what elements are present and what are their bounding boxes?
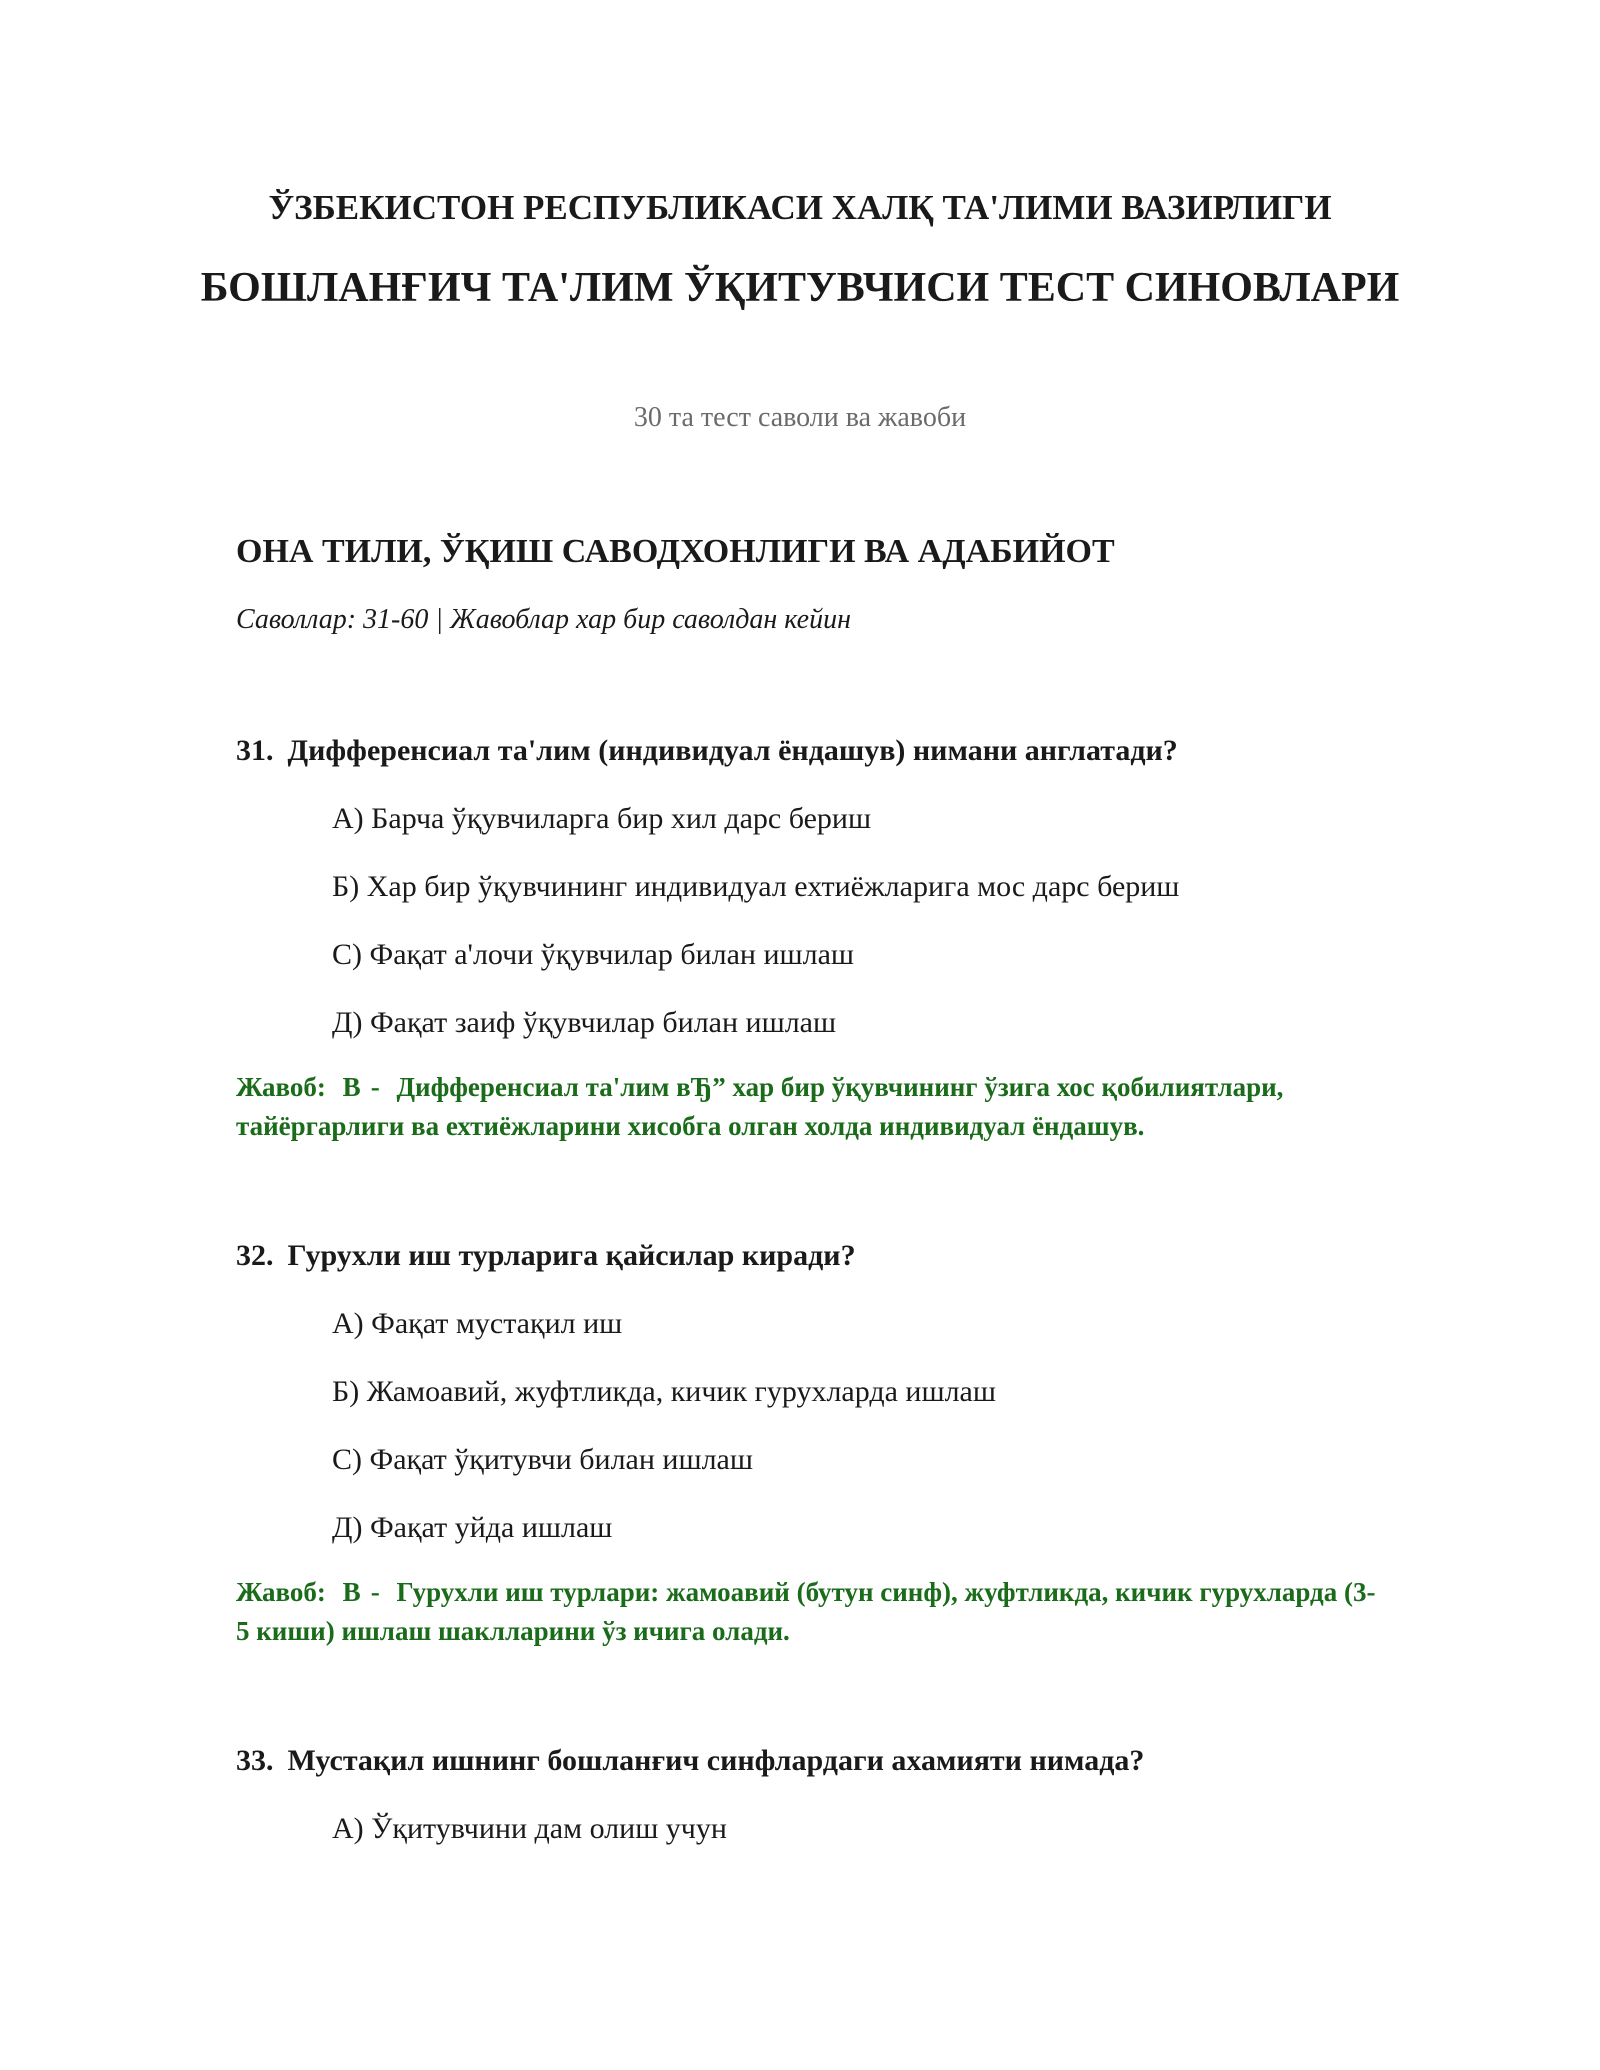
option-d: Д) Фақат заиф ўқувчилар билан ишлаш	[332, 1006, 837, 1039]
answer-separator: -	[370, 1577, 380, 1607]
options-list	[236, 800, 1376, 1042]
answer-text: Гурухли иш турлари: жамоавий (бутун синф), жуфтликда, кичик гурухларда (3-5 киши) ишлаш шаклларини ўз ичига олади.	[236, 1577, 1376, 1646]
answer-separator: -	[370, 1072, 380, 1102]
ministry-heading: ЎЗБЕКИСТОН РЕСПУБЛИКАСИ ХАЛҚ ТА'ЛИМИ ВАЗИРЛИГИ	[268, 188, 1332, 227]
option-c: С) Фақат ўқитувчи билан ишлаш	[332, 1443, 753, 1476]
section-meta: Саволлар: 31-60 | Жавоблар хар бир саволдан кейин	[236, 604, 851, 635]
question-number: 31.	[236, 734, 274, 767]
answer-explanation	[236, 1573, 1376, 1651]
option-a: А) Фақат мустақил иш	[332, 1307, 623, 1340]
option-b: Б) Хар бир ўқувчининг индивидуал ехтиёжларига мос дарс бериш	[332, 870, 1180, 903]
option-c: С) Фақат а'лочи ўқувчилар билан ишлаш	[332, 938, 855, 971]
section-title: ОНА ТИЛИ, ЎҚИШ САВОДХОНЛИГИ ВА АДАБИЙОТ	[236, 533, 1115, 570]
question-32	[236, 1237, 1376, 1651]
option-a: А) Ўқитувчини дам олиш учун	[332, 1812, 727, 1845]
question-body: Мустақил ишнинг бошланғич синфлардаги ахамияти нимада?	[287, 1744, 1145, 1777]
option-d: Д) Фақат уйда ишлаш	[332, 1511, 613, 1544]
document-subtitle: 30 та тест саволи ва жавоби	[633, 402, 967, 433]
answer-label: Жавоб:	[236, 1072, 326, 1102]
answer-text: Дифференсиал та'лим вЂ” хар бир ўқувчининг ўзига хос қобилиятлари, тайёргарлиги ва ехтиёжларини хисобга олган холда индивидуал ёндашув.	[236, 1072, 1284, 1141]
answer-letter: B	[342, 1577, 361, 1607]
answer-explanation	[236, 1068, 1376, 1146]
options-list	[236, 1810, 1376, 1848]
question-text	[236, 1237, 1376, 1275]
question-body: Дифференсиал та'лим (индивидуал ёндашув) нимани англатади?	[287, 734, 1178, 767]
document-title: БОШЛАНҒИЧ ТА'ЛИМ ЎҚИТУВЧИСИ ТЕСТ СИНОВЛАРИ	[200, 265, 1400, 311]
question-33	[236, 1742, 1376, 1848]
question-body: Гурухли иш турларига қайсилар киради?	[287, 1239, 856, 1272]
answer-letter: B	[342, 1072, 361, 1102]
question-31	[236, 732, 1376, 1146]
question-number: 33.	[236, 1744, 274, 1777]
question-number: 32.	[236, 1239, 274, 1272]
question-text	[236, 1742, 1376, 1780]
answer-label: Жавоб:	[236, 1577, 326, 1607]
question-text	[236, 732, 1376, 770]
options-list	[236, 1305, 1376, 1547]
option-a: А) Барча ўқувчиларга бир хил дарс бериш	[332, 802, 872, 835]
option-b: Б) Жамоавий, жуфтликда, кичик гурухларда ишлаш	[332, 1375, 996, 1408]
